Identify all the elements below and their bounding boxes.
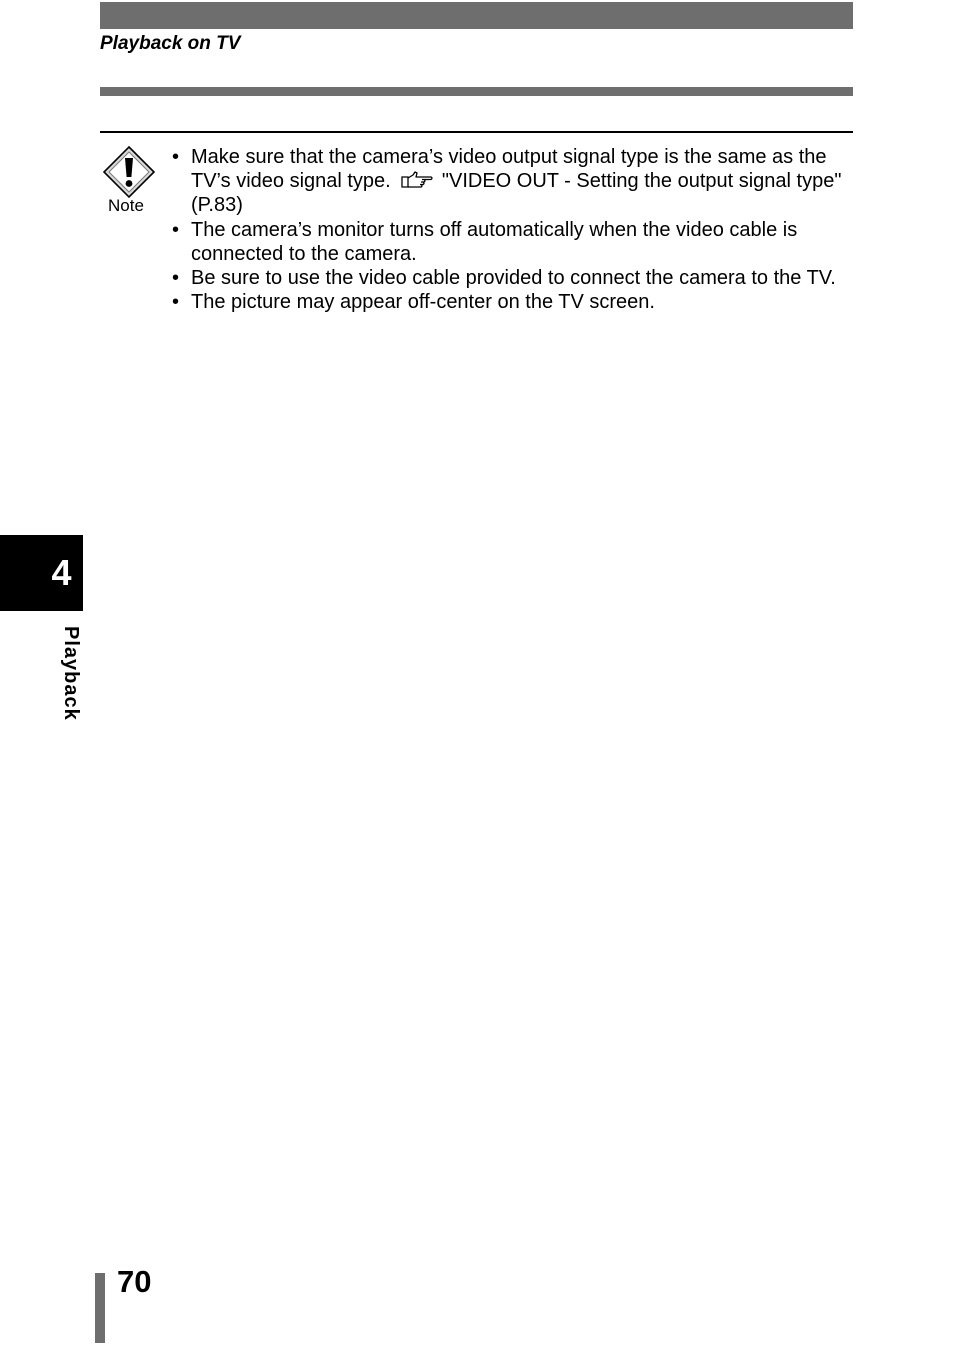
- page-number: 70: [117, 1264, 152, 1299]
- exclamation-diamond-icon: [103, 146, 155, 198]
- chapter-number-box: [0, 535, 83, 611]
- note-item-text: Be sure to use the video cable provided to connect the camera to the TV.: [191, 267, 836, 290]
- chapter-number: 4: [51, 552, 72, 593]
- note-item-reference: "VIDEO OUT - Setting the output signal type" (P.83): [191, 170, 842, 217]
- note-list: [172, 145, 862, 314]
- list-item: [172, 145, 862, 218]
- chapter-label: Playback: [60, 626, 82, 721]
- note-rule: [100, 131, 853, 133]
- section-title: Playback on TV: [100, 33, 241, 54]
- header-bar: [100, 2, 853, 29]
- note-label: Note: [108, 196, 144, 215]
- pointing-hand-icon: [400, 171, 434, 189]
- bullet: •: [172, 146, 180, 168]
- note-item-text: Make sure that the camera’s video output signal type is the same as the TV’s video signal type.: [191, 146, 827, 193]
- list-item: [172, 266, 862, 290]
- page-number-bar: [95, 1273, 105, 1343]
- note-item-text: The camera’s monitor turns off automatically when the video cable is connected to the camera.: [191, 218, 798, 265]
- note-item-text: The picture may appear off-center on the TV screen.: [191, 291, 655, 314]
- bullet: •: [172, 267, 180, 290]
- bullet: •: [172, 218, 180, 241]
- list-item: [172, 290, 862, 314]
- title-rule: [100, 87, 853, 96]
- bullet: •: [172, 291, 180, 314]
- list-item: [172, 218, 862, 266]
